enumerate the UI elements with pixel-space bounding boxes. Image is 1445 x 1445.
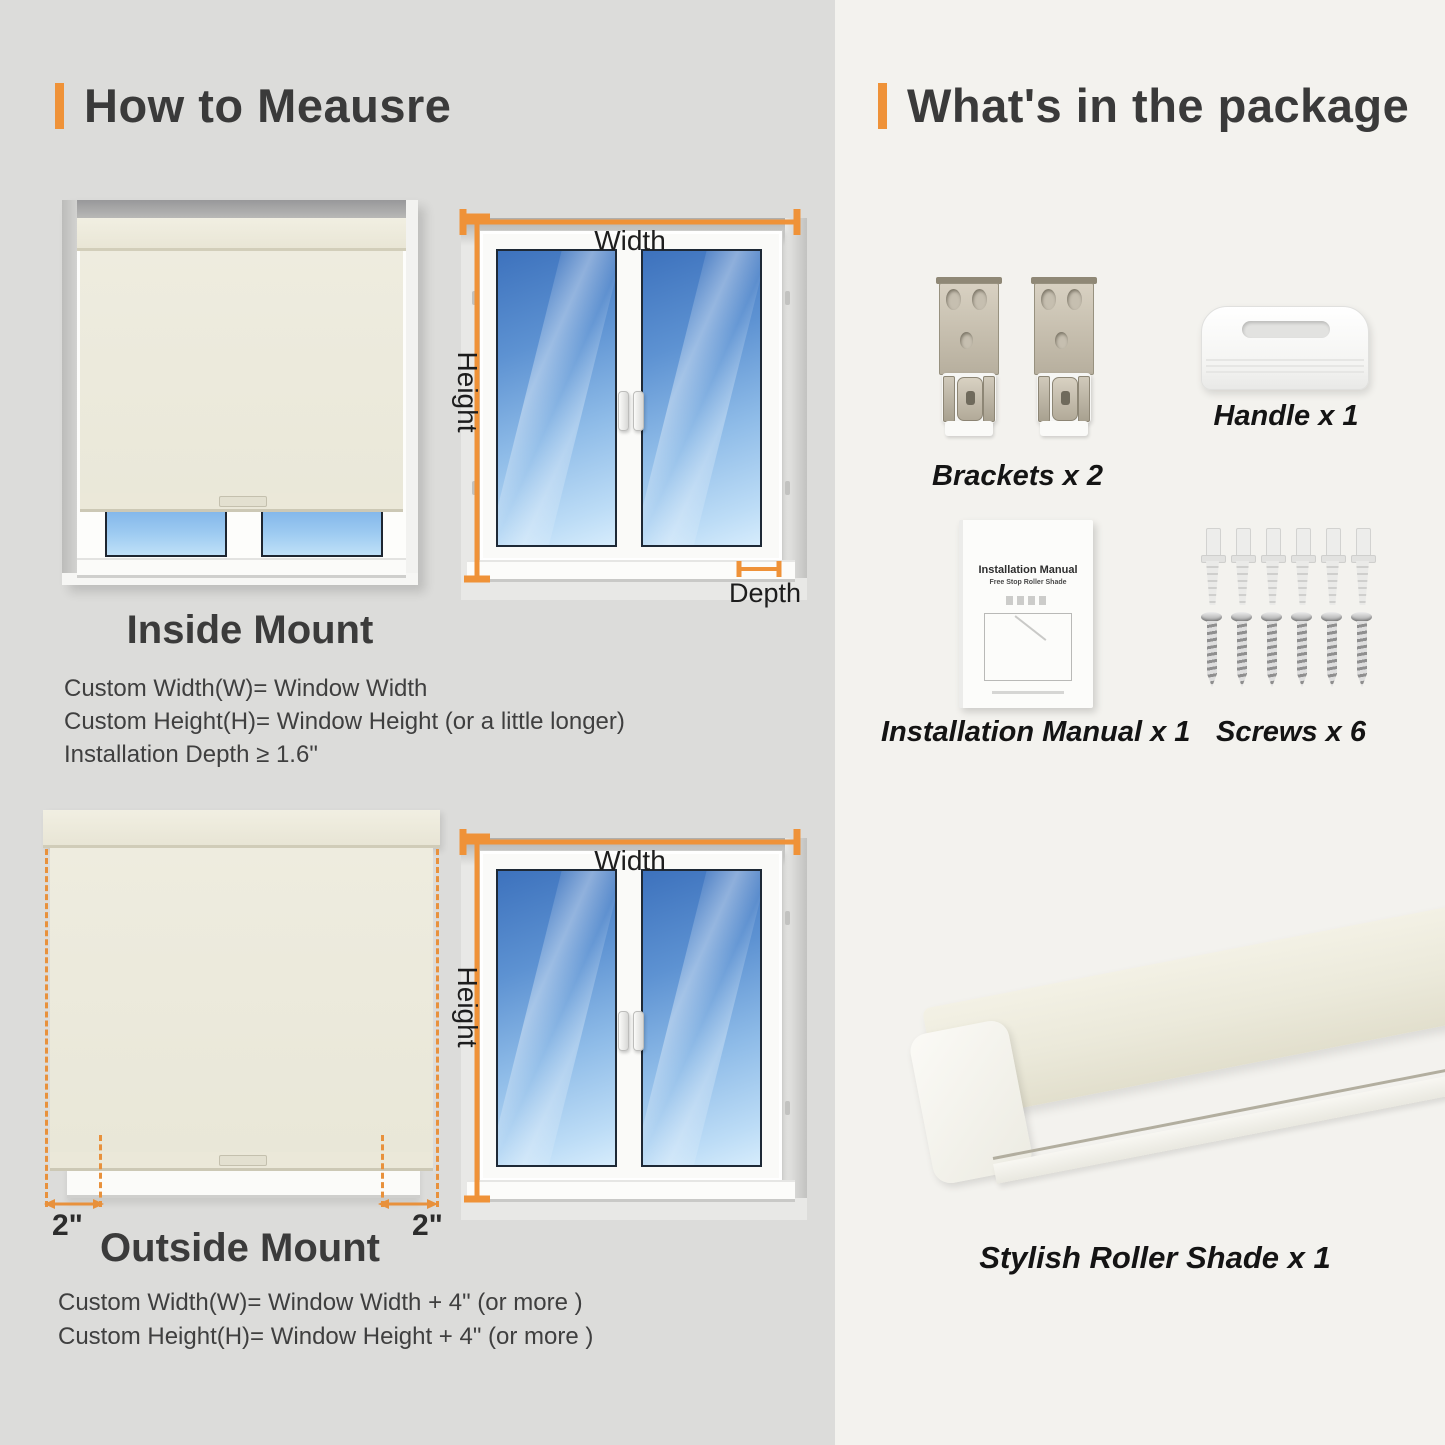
wall-anchor — [1321, 528, 1345, 606]
hinge — [785, 291, 790, 305]
inside-mount-rule-depth: Installation Depth ≥ 1.6" — [64, 741, 318, 768]
handle-label: Handle x 1 — [1213, 400, 1359, 432]
window-handle-right — [633, 1011, 644, 1051]
wall-anchor — [1201, 528, 1225, 606]
wall-anchor — [1351, 528, 1375, 606]
page-title: How to Meausre — [84, 79, 452, 132]
width-label: Width — [594, 225, 666, 256]
roller-shade-bottom-bar — [80, 493, 403, 512]
window-recess-left — [62, 200, 77, 585]
bracket-tab — [983, 376, 995, 422]
screw — [1351, 612, 1373, 688]
window-pane-right — [261, 506, 383, 557]
depth-label: Depth — [728, 578, 802, 608]
section-header-left — [55, 78, 451, 133]
installation-manual-illustration — [959, 520, 1093, 708]
bracket-hole — [1067, 289, 1082, 310]
handle-slot — [1242, 321, 1330, 338]
bracket-hole — [946, 289, 961, 310]
inside-mount-illustration — [62, 200, 418, 585]
screw — [1291, 612, 1313, 688]
roller-shade-cassette — [43, 810, 440, 848]
glass-pane-right — [641, 869, 762, 1167]
window-handle-left — [618, 1011, 629, 1051]
inside-mount-rule-height: Custom Height(H)= Window Height (or a little longer) — [64, 708, 625, 735]
bracket-hole — [1055, 332, 1068, 349]
hinge — [785, 1101, 790, 1115]
bracket-foot — [1040, 421, 1088, 436]
wall-anchor — [1261, 528, 1285, 606]
window-sill — [77, 558, 406, 578]
window-sill — [467, 1180, 795, 1202]
roller-shade-fabric — [50, 848, 433, 1152]
manual-footer-line — [992, 691, 1064, 694]
bracket-center-piece — [957, 377, 983, 421]
roller-shade-bottom-bar — [50, 1152, 433, 1171]
outside-mount-rule-width: Custom Width(W)= Window Width + 4" (or more ) — [58, 1289, 583, 1316]
outside-mount-illustration — [40, 805, 443, 1250]
screws-label: Screws x 6 — [1216, 716, 1366, 748]
roller-shade-fabric — [80, 251, 403, 493]
window-handle-left — [618, 391, 629, 431]
glass-pane-right — [641, 249, 762, 547]
installation-manual-label: Installation Manual x 1 — [881, 716, 1191, 748]
screw — [1201, 612, 1223, 688]
inside-measure-window — [452, 208, 805, 608]
overlap-dashed-line-left-outer — [45, 849, 48, 1207]
bracket-center-hole — [966, 391, 975, 405]
screw — [1321, 612, 1343, 688]
wall-anchor — [1231, 528, 1255, 606]
shade-pull-tab — [219, 1155, 267, 1166]
screw — [1261, 612, 1283, 688]
window-interior — [77, 218, 406, 573]
bracket-tab — [1038, 376, 1050, 422]
bracket-illustration-2 — [1031, 277, 1097, 439]
hinge — [785, 481, 790, 495]
bracket-tab — [1078, 376, 1090, 422]
inside-mount-heading: Inside Mount — [126, 608, 374, 652]
brackets-label: Brackets x 2 — [932, 460, 1103, 492]
hinge — [785, 911, 790, 925]
height-label: Height — [452, 966, 483, 1048]
outside-mount-heading: Outside Mount — [100, 1226, 380, 1270]
overlap-dashed-line-right-outer — [436, 849, 439, 1207]
manual-title: Installation Manual — [978, 564, 1078, 576]
bracket-illustration-1 — [936, 277, 1002, 439]
window-frame — [479, 230, 783, 562]
roller-shade-photo — [875, 880, 1445, 1280]
bracket-hole — [960, 332, 973, 349]
window-frame — [479, 850, 783, 1182]
manual-diagram-box — [984, 613, 1072, 681]
window-handle-right — [633, 391, 644, 431]
glass-pane-left — [496, 249, 617, 547]
window-recess-right — [406, 200, 418, 585]
width-label: Width — [594, 845, 666, 876]
recess-shadow-right — [785, 838, 807, 1198]
window-pane-left — [105, 506, 227, 557]
wall-anchor — [1291, 528, 1315, 606]
inside-mount-rule-width: Custom Width(W)= Window Width — [64, 675, 428, 702]
accent-bar — [55, 83, 64, 129]
handle-ridge — [1206, 371, 1364, 373]
manual-scribble — [1006, 596, 1050, 605]
section-header-right — [878, 78, 1409, 133]
offset-label-right: 2" — [412, 1209, 443, 1242]
roller-shade-label: Stylish Roller Shade x 1 — [979, 1240, 1331, 1275]
handle-ridge — [1206, 359, 1364, 361]
bracket-hole — [972, 289, 987, 310]
bracket-center-piece — [1052, 377, 1078, 421]
screw — [1231, 612, 1253, 688]
bracket-center-hole — [1061, 391, 1070, 405]
roller-shade-cassette — [77, 218, 406, 251]
outside-measure-window — [452, 828, 805, 1220]
recess-shadow-right — [785, 218, 807, 578]
glass-pane-left — [496, 869, 617, 1167]
package-contents-section — [835, 0, 1445, 1445]
handle-ridge — [1206, 365, 1364, 367]
window-recess-top — [62, 200, 418, 218]
package-title: What's in the package — [907, 79, 1410, 132]
shade-pull-tab — [219, 496, 267, 507]
accent-bar — [878, 83, 887, 129]
outside-mount-rule-height: Custom Height(H)= Window Height + 4" (or more ) — [58, 1323, 594, 1350]
manual-subtitle: Free Stop Roller Shade — [989, 579, 1067, 586]
offset-label-left: 2" — [52, 1209, 83, 1242]
bracket-foot — [945, 421, 993, 436]
bracket-tab — [943, 376, 955, 422]
handle-illustration — [1201, 306, 1369, 390]
depth-measure-arrow — [735, 560, 783, 578]
height-label: Height — [452, 351, 483, 433]
bracket-hole — [1041, 289, 1056, 310]
